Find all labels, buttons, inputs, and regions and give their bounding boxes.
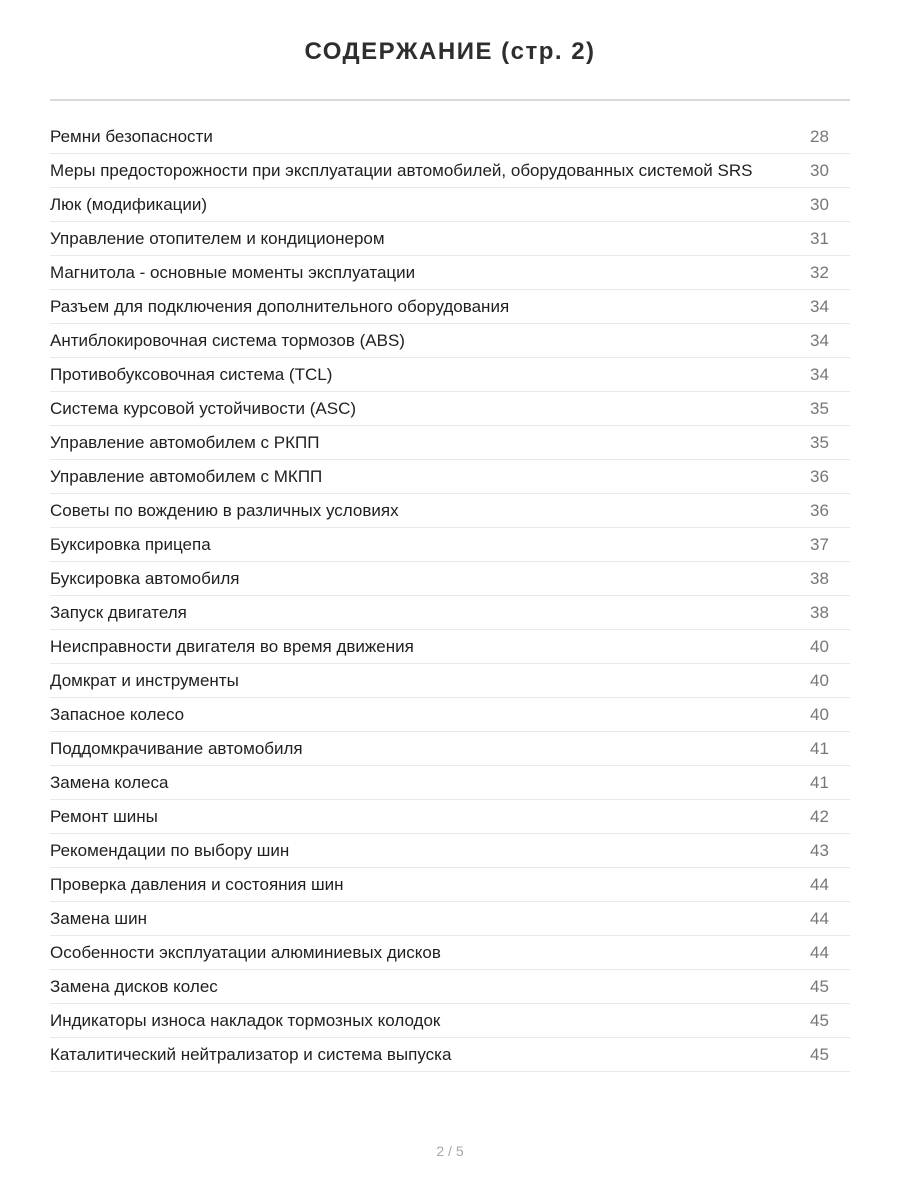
toc-entry-page-number: 40	[810, 670, 829, 690]
toc-entry-title: Замена дисков колес	[50, 976, 218, 996]
toc-entry-title: Замена колеса	[50, 772, 169, 792]
toc-entry-page-number: 28	[810, 126, 829, 146]
toc-entry[interactable]	[50, 256, 850, 290]
toc-entry[interactable]	[50, 290, 850, 324]
toc-entry-page-number: 30	[810, 194, 829, 214]
toc-entry-title: Проверка давления и состояния шин	[50, 874, 344, 894]
toc-entry-title: Неисправности двигателя во время движения	[50, 636, 414, 656]
toc-entry-title: Управление автомобилем с РКПП	[50, 432, 320, 452]
toc-entry-title: Поддомкрачивание автомобиля	[50, 738, 303, 758]
toc-entry-title: Советы по вождению в различных условиях	[50, 500, 399, 520]
toc-entry-title: Буксировка автомобиля	[50, 568, 240, 588]
title-divider	[50, 99, 850, 101]
toc-entry-title: Домкрат и инструменты	[50, 670, 239, 690]
toc-entry-title: Противобуксовочная система (TCL)	[50, 364, 333, 384]
toc-entry-page-number: 44	[810, 942, 829, 962]
toc-entry[interactable]	[50, 1004, 850, 1038]
toc-entry-page-number: 34	[810, 296, 829, 316]
toc-entry-page-number: 45	[810, 976, 829, 996]
toc-entry-page-number: 34	[810, 330, 829, 350]
toc-entry[interactable]	[50, 392, 850, 426]
toc-entry-page-number: 37	[810, 534, 829, 554]
toc-entry[interactable]	[50, 868, 850, 902]
toc-entry-page-number: 38	[810, 568, 829, 588]
toc-entry[interactable]	[50, 902, 850, 936]
toc-entry-title: Индикаторы износа накладок тормозных колодок	[50, 1010, 441, 1030]
toc-entry[interactable]	[50, 664, 850, 698]
toc-entry[interactable]	[50, 528, 850, 562]
toc-entry-title: Замена шин	[50, 908, 147, 928]
toc-entry[interactable]	[50, 324, 850, 358]
toc-entry[interactable]	[50, 800, 850, 834]
toc-entry-title: Магнитола - основные моменты эксплуатации	[50, 262, 416, 282]
toc-entry-page-number: 42	[810, 806, 829, 826]
toc-entry[interactable]	[50, 630, 850, 664]
toc-entry-title: Антиблокировочная система тормозов (ABS)	[50, 330, 405, 350]
page-title: СОДЕРЖАНИЕ (стр. 2)	[304, 38, 596, 65]
toc-entry[interactable]	[50, 120, 850, 154]
toc-entry[interactable]	[50, 596, 850, 630]
toc-entry[interactable]	[50, 426, 850, 460]
toc-entry-page-number: 43	[810, 840, 829, 860]
toc-entry[interactable]	[50, 970, 850, 1004]
toc-entry-title: Ремонт шины	[50, 806, 158, 826]
toc-entry-title: Каталитический нейтрализатор и система выпуска	[50, 1044, 452, 1064]
toc-entry-page-number: 35	[810, 398, 829, 418]
toc-entry-title: Люк (модификации)	[50, 194, 208, 214]
toc-entry-title: Запуск двигателя	[50, 602, 187, 622]
toc-entry[interactable]	[50, 562, 850, 596]
toc-entry[interactable]	[50, 834, 850, 868]
toc-entry-page-number: 36	[810, 500, 829, 520]
toc-entry-page-number: 44	[810, 874, 829, 894]
toc-entry[interactable]	[50, 936, 850, 970]
table-of-contents	[50, 120, 850, 1072]
toc-entry-page-number: 34	[810, 364, 829, 384]
toc-entry[interactable]	[50, 154, 850, 188]
toc-entry-page-number: 41	[810, 772, 829, 792]
toc-entry-title: Меры предосторожности при эксплуатации автомобилей, оборудованных системой SRS	[50, 160, 753, 180]
toc-entry-page-number: 41	[810, 738, 829, 758]
toc-entry-page-number: 45	[810, 1010, 829, 1030]
toc-entry-page-number: 31	[810, 228, 829, 248]
toc-entry-title: Управление отопителем и кондиционером	[50, 228, 385, 248]
toc-entry-title: Управление автомобилем с МКПП	[50, 466, 323, 486]
toc-entry-title: Рекомендации по выбору шин	[50, 840, 290, 860]
toc-entry-title: Разъем для подключения дополнительного оборудования	[50, 296, 510, 316]
toc-entry[interactable]	[50, 222, 850, 256]
page-indicator: 2 / 5	[436, 1143, 464, 1159]
toc-entry-title: Буксировка прицепа	[50, 534, 211, 554]
toc-entry-page-number: 40	[810, 704, 829, 724]
toc-entry-page-number: 35	[810, 432, 829, 452]
toc-entry[interactable]	[50, 766, 850, 800]
toc-entry-title: Запасное колесо	[50, 704, 185, 724]
toc-entry-page-number: 40	[810, 636, 829, 656]
toc-entry[interactable]	[50, 494, 850, 528]
toc-entry-page-number: 36	[810, 466, 829, 486]
toc-entry-title: Особенности эксплуатации алюминиевых дисков	[50, 942, 441, 962]
toc-entry[interactable]	[50, 732, 850, 766]
toc-entry-page-number: 45	[810, 1044, 829, 1064]
toc-entry[interactable]	[50, 1038, 850, 1072]
toc-entry[interactable]	[50, 460, 850, 494]
toc-entry-title: Система курсовой устойчивости (ASC)	[50, 398, 357, 418]
toc-entry[interactable]	[50, 698, 850, 732]
toc-entry-page-number: 32	[810, 262, 829, 282]
toc-entry[interactable]	[50, 358, 850, 392]
toc-entry-page-number: 44	[810, 908, 829, 928]
toc-entry-page-number: 38	[810, 602, 829, 622]
toc-entry-title: Ремни безопасности	[50, 126, 213, 146]
toc-entry-page-number: 30	[810, 160, 829, 180]
toc-entry[interactable]	[50, 188, 850, 222]
